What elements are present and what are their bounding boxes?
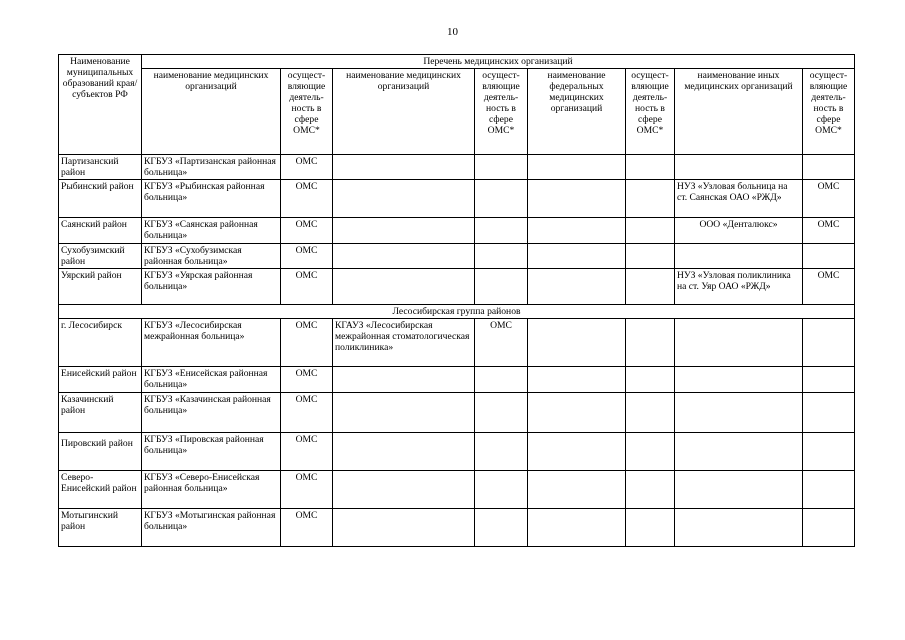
cell-oms2 [475, 269, 528, 305]
cell-oms3 [626, 471, 675, 509]
table-row [59, 393, 855, 433]
header-org1: наименование медицинских организаций [142, 69, 281, 155]
cell-oms4 [803, 509, 855, 547]
cell-fed [528, 509, 626, 547]
header-row-title [59, 55, 855, 69]
cell-municipal: Казачинский район [59, 393, 142, 433]
cell-oms4 [803, 433, 855, 471]
cell-oms3 [626, 509, 675, 547]
cell-fed [528, 218, 626, 244]
cell-oms3 [626, 244, 675, 269]
cell-oms1: ОМС [281, 269, 333, 305]
cell-org2: КГАУЗ «Лесосибирская межрайонная стоматологическая поликлиника» [333, 319, 475, 367]
cell-oms1: ОМС [281, 509, 333, 547]
cell-fed [528, 471, 626, 509]
cell-org1: КГБУЗ «Енисейская районная больница» [142, 367, 281, 393]
cell-oms3 [626, 180, 675, 218]
cell-org2 [333, 367, 475, 393]
cell-other [675, 471, 803, 509]
cell-org2 [333, 433, 475, 471]
header-fed: наименование федеральных медицинских организаций [528, 69, 626, 155]
cell-oms4 [803, 244, 855, 269]
cell-oms4 [803, 471, 855, 509]
cell-oms3 [626, 433, 675, 471]
cell-org2 [333, 393, 475, 433]
cell-fed [528, 244, 626, 269]
table-row [59, 244, 855, 269]
cell-org2 [333, 155, 475, 180]
cell-municipal: Сухобузимский район [59, 244, 142, 269]
cell-org1: КГБУЗ «Сухобузимская районная больница» [142, 244, 281, 269]
cell-org1: КГБУЗ «Северо-Енисейская районная больница» [142, 471, 281, 509]
cell-fed [528, 180, 626, 218]
cell-oms4: ОМС [803, 269, 855, 305]
cell-oms2 [475, 180, 528, 218]
cell-org1: КГБУЗ «Мотыгинская районная больница» [142, 509, 281, 547]
cell-oms2 [475, 471, 528, 509]
cell-org1: КГБУЗ «Рыбинская районная больница» [142, 180, 281, 218]
cell-oms2 [475, 433, 528, 471]
cell-oms1: ОМС [281, 393, 333, 433]
group-title: Лесосибирская группа районов [59, 305, 855, 319]
table-row [59, 319, 855, 367]
cell-oms4 [803, 367, 855, 393]
table-row [59, 155, 855, 180]
cell-fed [528, 319, 626, 367]
cell-oms4 [803, 155, 855, 180]
table-row [59, 180, 855, 218]
cell-org2 [333, 269, 475, 305]
cell-other: ООО «Денталюкс» [675, 218, 803, 244]
cell-municipal: Мотыгинский район [59, 509, 142, 547]
cell-municipal: Северо-Енисейский район [59, 471, 142, 509]
cell-org1: КГБУЗ «Партизанская районная больница» [142, 155, 281, 180]
cell-oms4: ОМС [803, 218, 855, 244]
cell-fed [528, 269, 626, 305]
cell-oms2 [475, 509, 528, 547]
cell-other [675, 155, 803, 180]
header-org2: наименование медицинских организаций [333, 69, 475, 155]
page-number: 10 [447, 26, 458, 38]
cell-other [675, 367, 803, 393]
header-oms4: осущест-вляющие деятель-ность в сфере ОМС* [803, 69, 855, 155]
cell-other [675, 393, 803, 433]
cell-municipal: Уярский район [59, 269, 142, 305]
cell-oms4: ОМС [803, 180, 855, 218]
cell-org1: КГБУЗ «Лесосибирская межрайонная больница» [142, 319, 281, 367]
cell-municipal: Рыбинский район [59, 180, 142, 218]
cell-other [675, 319, 803, 367]
cell-fed [528, 367, 626, 393]
header-list-title: Перечень медицинских организаций [142, 55, 855, 69]
cell-org2 [333, 244, 475, 269]
cell-org2 [333, 218, 475, 244]
cell-org1: КГБУЗ «Уярская районная больница» [142, 269, 281, 305]
cell-oms1: ОМС [281, 319, 333, 367]
cell-oms4 [803, 393, 855, 433]
header-oms1: осущест-вляющие деятель-ность в сфере ОМС* [281, 69, 333, 155]
cell-other [675, 509, 803, 547]
cell-other [675, 433, 803, 471]
header-municipal: Наименование муниципальных образований края/субъектов РФ [59, 55, 142, 155]
cell-oms1: ОМС [281, 180, 333, 218]
cell-municipal: Пировский район [59, 433, 142, 471]
header-other: наименование иных медицинских организаций [675, 69, 803, 155]
cell-oms1: ОМС [281, 471, 333, 509]
table-row [59, 367, 855, 393]
cell-municipal: Саянский район [59, 218, 142, 244]
cell-oms2 [475, 218, 528, 244]
cell-oms3 [626, 269, 675, 305]
group-row [59, 305, 855, 319]
cell-oms3 [626, 367, 675, 393]
cell-oms1: ОМС [281, 433, 333, 471]
table-row [59, 509, 855, 547]
cell-oms3 [626, 319, 675, 367]
cell-oms1: ОМС [281, 244, 333, 269]
cell-org2 [333, 471, 475, 509]
medical-organizations-table [58, 54, 855, 547]
cell-oms3 [626, 393, 675, 433]
cell-oms3 [626, 155, 675, 180]
cell-oms1: ОМС [281, 218, 333, 244]
cell-fed [528, 393, 626, 433]
cell-municipal: г. Лесосибирск [59, 319, 142, 367]
cell-org2 [333, 180, 475, 218]
cell-other [675, 244, 803, 269]
cell-org1: КГБУЗ «Пировская районная больница» [142, 433, 281, 471]
cell-oms4 [803, 319, 855, 367]
cell-org2 [333, 509, 475, 547]
cell-other: НУЗ «Узловая поликлиника на ст. Уяр ОАО «РЖД» [675, 269, 803, 305]
table-row [59, 433, 855, 471]
cell-org1: КГБУЗ «Казачинская районная больница» [142, 393, 281, 433]
cell-oms2: ОМС [475, 319, 528, 367]
table-row [59, 471, 855, 509]
cell-oms1: ОМС [281, 155, 333, 180]
cell-oms1: ОМС [281, 367, 333, 393]
header-row-columns [59, 69, 855, 155]
header-oms3: осущест-вляющие деятель-ность в сфере ОМС* [626, 69, 675, 155]
cell-municipal: Партизанский район [59, 155, 142, 180]
cell-oms2 [475, 155, 528, 180]
cell-fed [528, 433, 626, 471]
cell-oms2 [475, 393, 528, 433]
cell-org1: КГБУЗ «Саянская районная больница» [142, 218, 281, 244]
cell-other: НУЗ «Узловая больница на ст. Саянская ОАО «РЖД» [675, 180, 803, 218]
cell-oms3 [626, 218, 675, 244]
cell-oms2 [475, 367, 528, 393]
cell-oms2 [475, 244, 528, 269]
header-oms2: осущест-вляющие деятель-ность в сфере ОМС* [475, 69, 528, 155]
cell-municipal: Енисейский район [59, 367, 142, 393]
table-row [59, 218, 855, 244]
cell-fed [528, 155, 626, 180]
table-row [59, 269, 855, 305]
